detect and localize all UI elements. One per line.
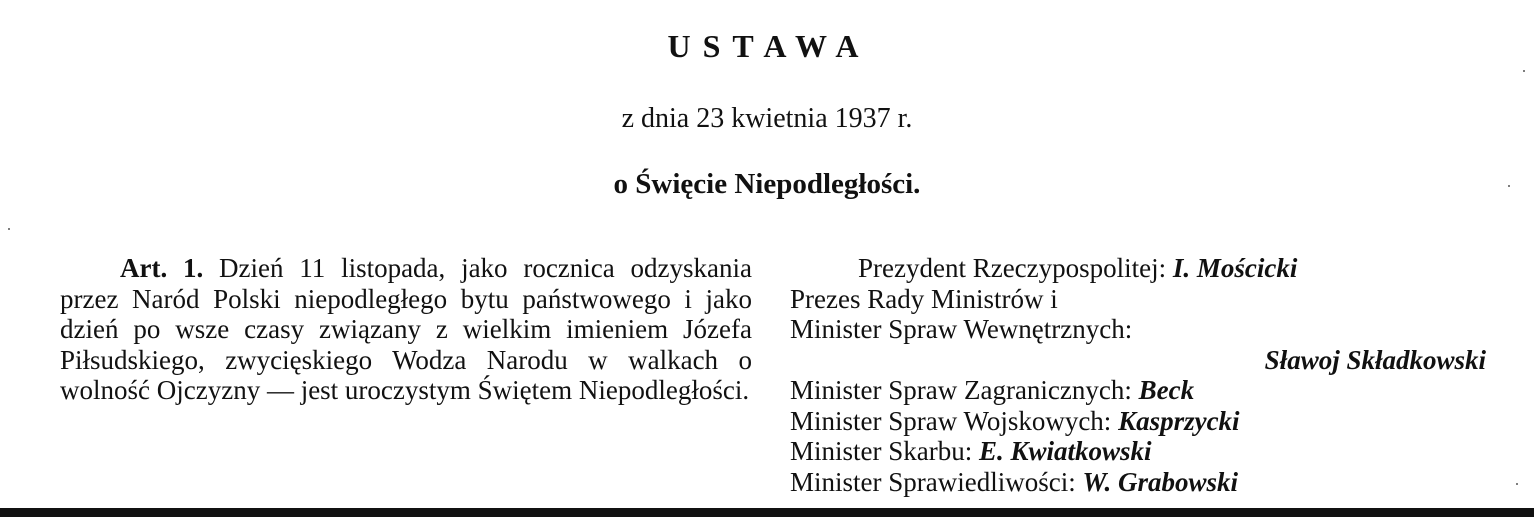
- signature-name: W. Grabowski: [1082, 466, 1238, 497]
- signature-office: Prezes Rady Ministrów i: [790, 283, 1058, 314]
- signature-name: Kasprzycki: [1118, 405, 1240, 436]
- document-subject: o Święcie Niepodległości.: [613, 168, 921, 200]
- document-date: z dnia 23 kwietnia 1937 r.: [621, 103, 913, 134]
- scan-speck: [1523, 70, 1525, 72]
- signature-line: [790, 375, 1486, 406]
- signatures-column: [790, 253, 1486, 497]
- article-text: Dzień 11 listopada, jako rocznica odzyskania przez Naród Polski niepodległego bytu państwowego i jako dzień po wsze czasy związany z wielkim imieniem Józefa Piłsudskiego, zwycięskiego Wodza Narodu w walkach o wolność Ojczyzny — jest uroczystym Świętem Niepodległości.: [60, 253, 753, 405]
- signature-office: Minister Skarbu:: [790, 436, 979, 466]
- signature-office: Minister Spraw Wewnętrznych:: [790, 314, 1133, 344]
- signature-line: [790, 467, 1486, 498]
- article-label: Art. 1.: [120, 253, 204, 283]
- signature-line: [790, 284, 1486, 315]
- signature-office: Minister Spraw Wojskowych:: [790, 405, 1119, 436]
- signature-line: [790, 406, 1486, 437]
- signature-line: [790, 345, 1486, 376]
- bottom-rule: [0, 508, 1534, 517]
- document-title: USTAWA: [667, 28, 871, 64]
- signature-line: [790, 314, 1486, 345]
- signature-office: Minister Sprawiedliwości:: [790, 466, 1083, 497]
- signature-line: [790, 436, 1486, 467]
- signature-name: E. Kwiatkowski: [979, 436, 1152, 466]
- article-column: [60, 253, 752, 406]
- article-paragraph: [60, 253, 752, 406]
- signature-name: Sławoj Składkowski: [1264, 344, 1486, 375]
- signature-line: [790, 253, 1486, 284]
- signature-office: Minister Spraw Zagranicznych:: [790, 375, 1139, 405]
- signature-office: Prezydent Rzeczypospolitej:: [858, 253, 1173, 283]
- scan-speck: [1516, 483, 1518, 485]
- scan-speck: [1508, 185, 1510, 187]
- signature-name: I. Mościcki: [1172, 253, 1298, 283]
- scan-speck: [8, 228, 10, 230]
- signature-name: Beck: [1138, 375, 1195, 405]
